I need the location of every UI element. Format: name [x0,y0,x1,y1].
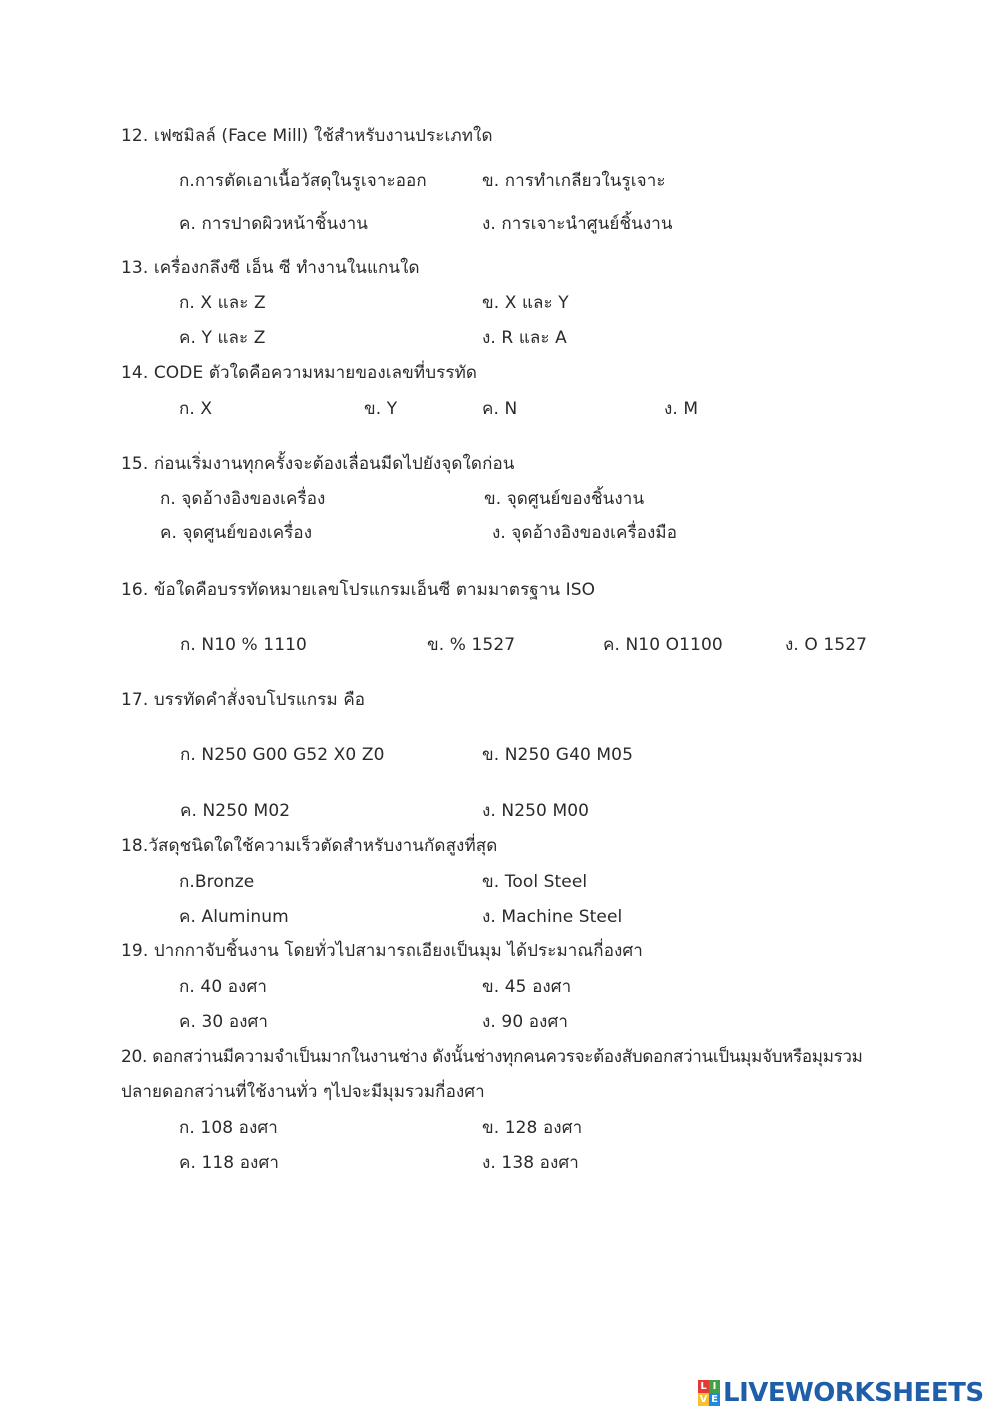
q20-choice-a: ก. 108 องศา [179,1118,278,1138]
question-15: 15. ก่อนเริ่มงานทุกครั้งจะต้องเลื่อนมีดไปยังจุดใดก่อน [121,454,515,474]
q18-choice-b: ข. Tool Steel [482,872,588,892]
q13-choice-b: ข. X และ Y [482,293,569,313]
q15-choice-c: ค. จุดศูนย์ของเครื่อง [160,523,313,543]
q12-choice-b: ข. การทำเกลียวในรูเจาะ [482,171,666,191]
q18-choice-d: ง. Machine Steel [482,907,623,927]
q13-choice-a: ก. X และ Z [179,293,266,313]
q17-choice-c: ค. N250 M02 [180,801,291,821]
q18-choice-c: ค. Aluminum [179,907,289,927]
question-13: 13. เครื่องกลึงซี เอ็น ซี ทำงานในแกนใด [121,258,420,278]
q13-choice-c: ค. Y และ Z [179,328,266,348]
q15-choice-d: ง. จุดอ้างอิงของเครื่องมือ [492,523,678,543]
q20-choice-d: ง. 138 องศา [482,1153,579,1173]
q20-choice-c: ค. 118 องศา [179,1153,279,1173]
q16-choice-d: ง. O 1527 [785,635,868,655]
badge-letter-e: E [709,1393,720,1406]
q19-choice-b: ข. 45 องศา [482,977,572,997]
q12-choice-a: ก.การตัดเอาเนื้อวัสดุในรูเจาะออก [179,171,427,191]
question-16: 16. ข้อใดคือบรรทัดหมายเลขโปรแกรมเอ็นซี ตามมาตรฐาน ISO [121,580,596,600]
badge-letter-l: L [698,1380,709,1393]
q17-choice-b: ข. N250 G40 M05 [482,745,634,765]
q12-choice-c: ค. การปาดผิวหน้าชิ้นงาน [179,214,368,234]
question-18: 18.วัสดุชนิดใดใช้ความเร็วตัดสำหรับงานกัดสูงที่สุด [121,836,498,856]
q12-choice-d: ง. การเจาะนำศูนย์ชิ้นงาน [482,214,673,234]
q19-choice-c: ค. 30 องศา [179,1012,269,1032]
liveworksheets-logo[interactable] [698,1378,984,1408]
question-17: 17. บรรทัดคำสั่งจบโปรแกรม คือ [121,690,366,710]
question-19: 19. ปากกาจับชิ้นงาน โดยทั่วไปสามารถเอียงเป็นมุม ได้ประมาณกี่องศา [121,941,643,961]
q19-choice-d: ง. 90 องศา [482,1012,568,1032]
q14-choice-b: ข. Y [364,399,398,419]
q15-choice-b: ข. จุดศูนย์ของชิ้นงาน [484,489,645,509]
question-20: 20. ดอกสว่านมีความจำเป็นมากในงานช่าง ดังนั้นช่างทุกคนควรจะต้องสับดอกสว่านเป็นมุมจับหรือมุมรวม [121,1047,863,1067]
q16-choice-c: ค. N10 O1100 [603,635,723,655]
q15-choice-a: ก. จุดอ้างอิงของเครื่อง [160,489,326,509]
q13-choice-d: ง. R และ A [482,328,567,348]
q20-choice-b: ข. 128 องศา [482,1118,583,1138]
q14-choice-d: ง. M [664,399,699,419]
q17-choice-d: ง. N250 M00 [482,801,590,821]
question-20-line-2: ปลายดอกสว่านที่ใช้งานทั่ว ๆไปจะมีมุมรวมกี่องศา [121,1082,485,1102]
q17-choice-a: ก. N250 G00 G52 X0 Z0 [180,745,385,765]
q14-choice-a: ก. X [179,399,213,419]
q16-choice-b: ข. % 1527 [427,635,516,655]
logo-text: LIVEWORKSHEETS [723,1378,984,1408]
badge-letter-v: V [699,1394,708,1405]
q18-choice-a: ก.Bronze [179,872,255,892]
live-badge-icon [698,1380,720,1406]
q14-choice-c: ค. N [482,399,518,419]
badge-letter-i: I [709,1380,720,1393]
question-12: 12. เฟซมิลล์ (Face Mill) ใช้สำหรับงานประเภทใด [121,126,493,146]
q19-choice-a: ก. 40 องศา [179,977,267,997]
q16-choice-a: ก. N10 % 1110 [180,635,307,655]
question-14: 14. CODE ตัวใดคือความหมายของเลขที่บรรทัด [121,363,478,383]
